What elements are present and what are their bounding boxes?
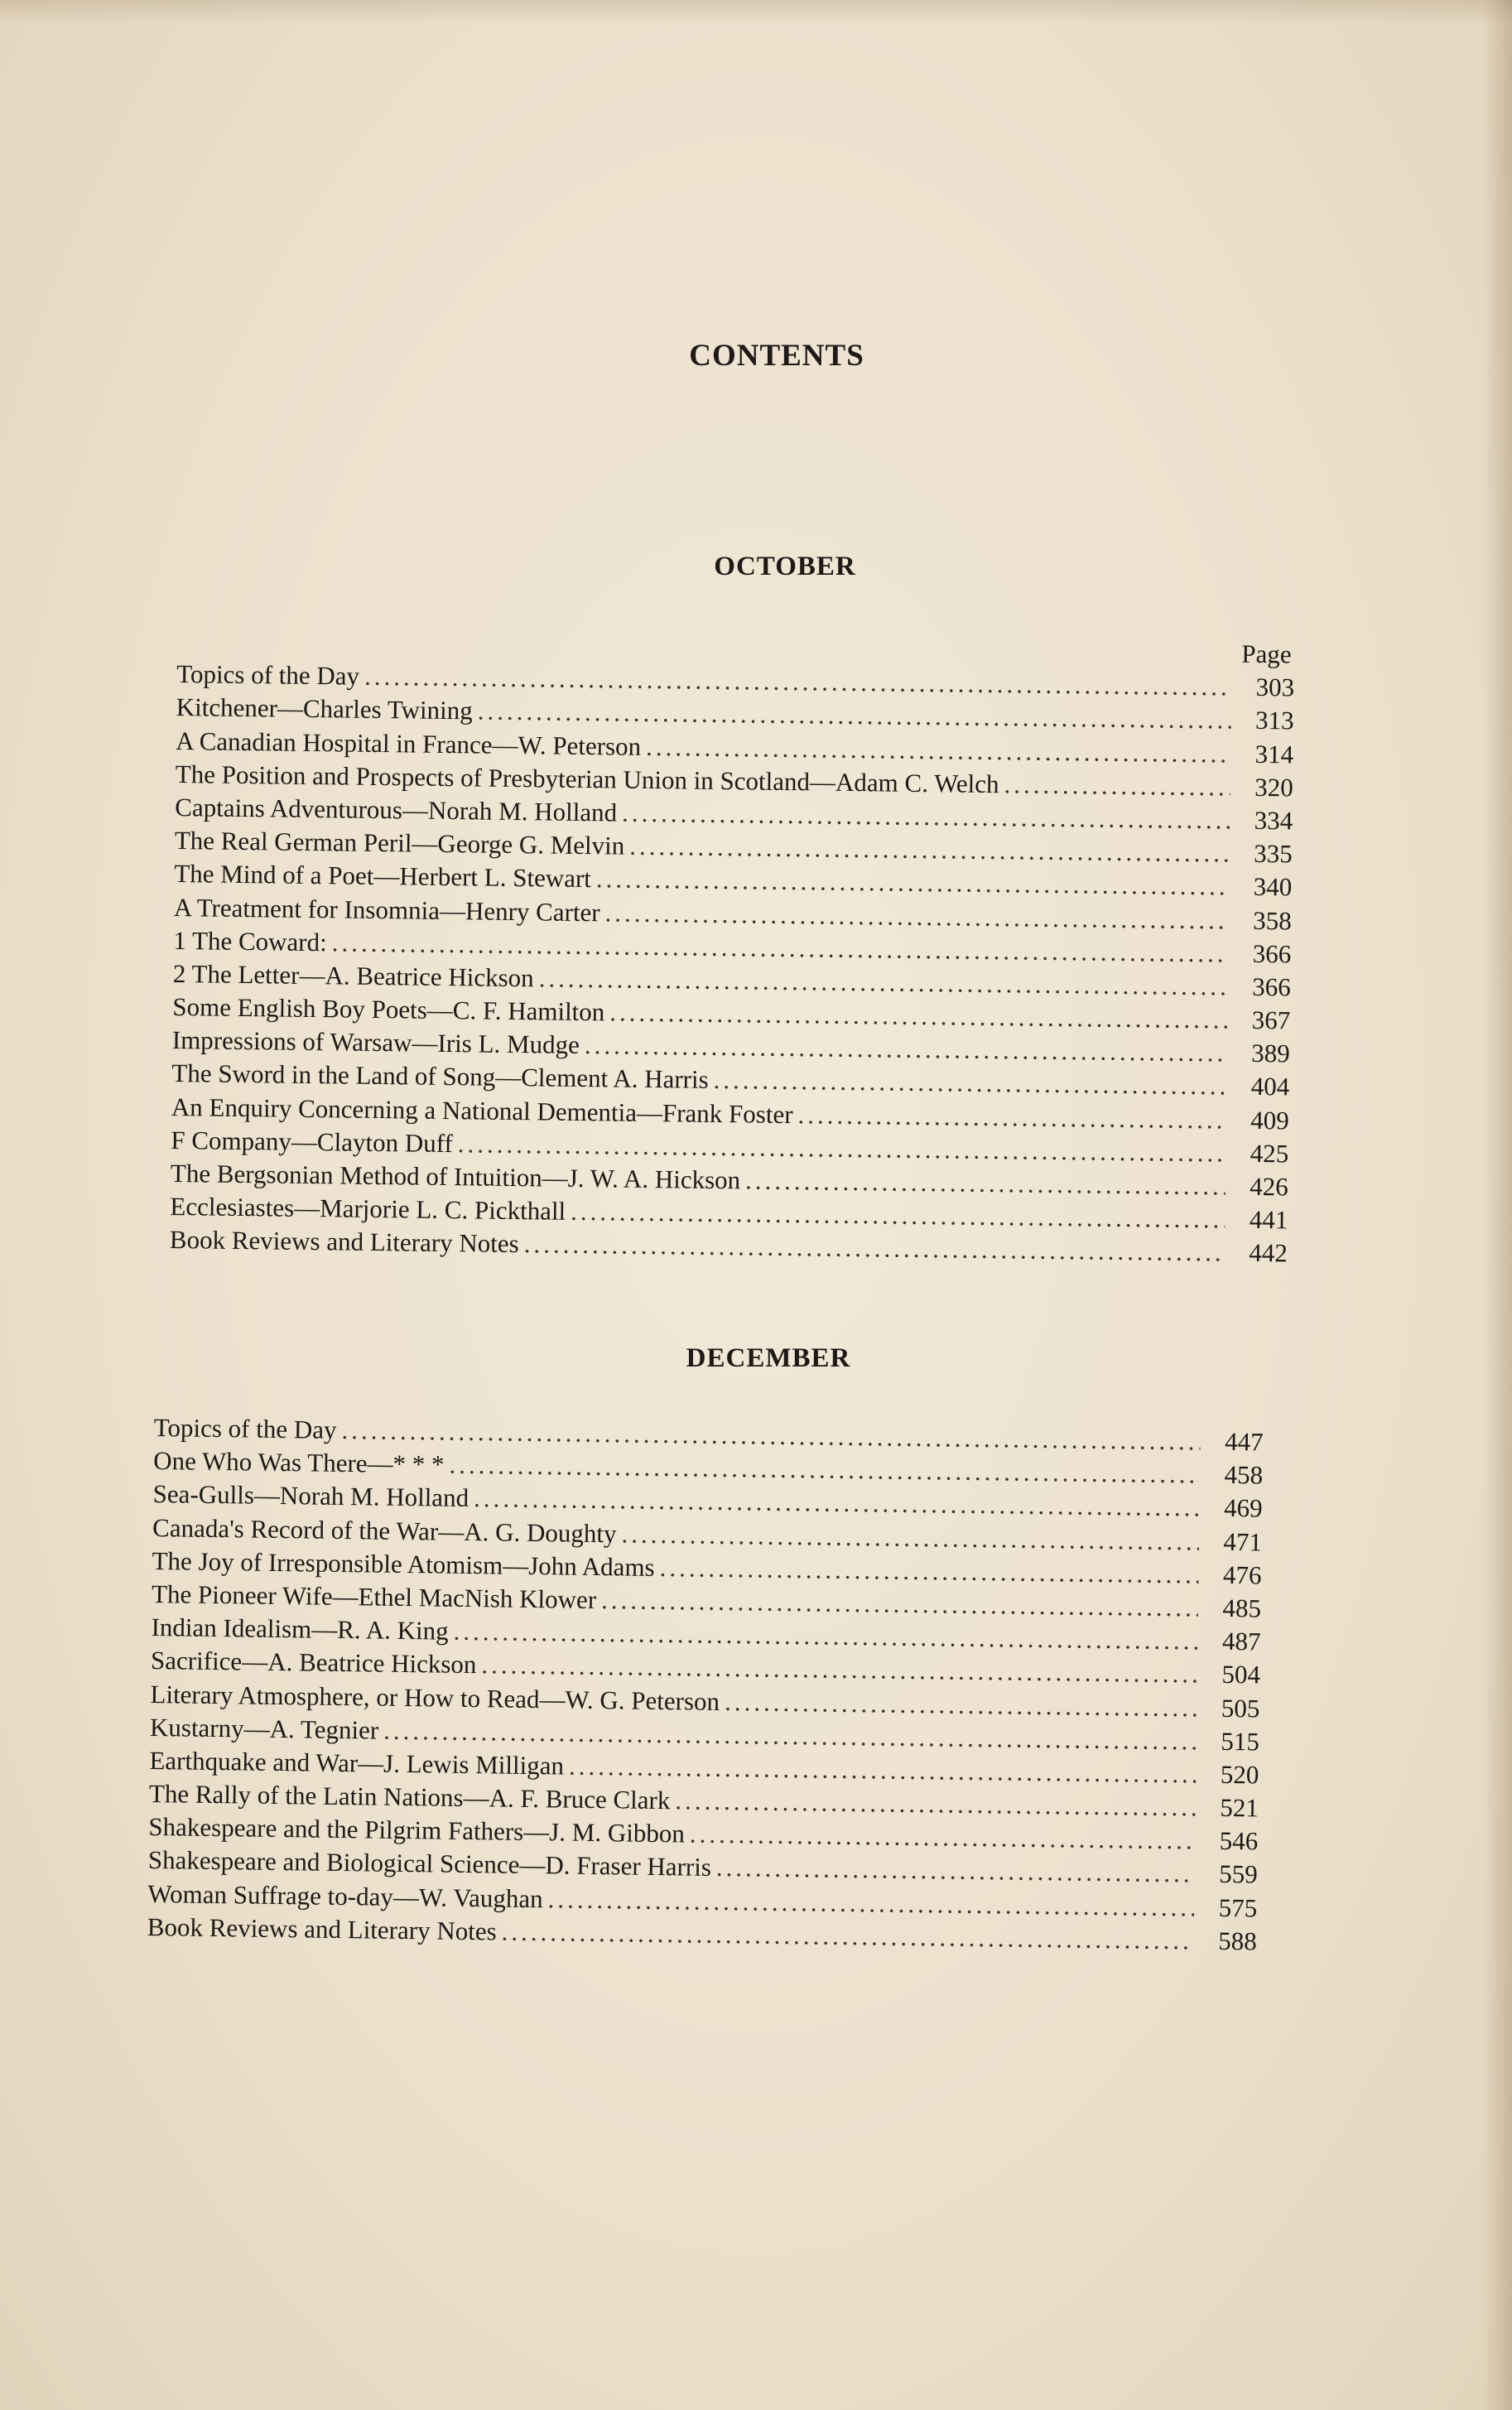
toc-entry-page: 314: [1254, 739, 1294, 769]
toc-entry-page: 426: [1250, 1171, 1289, 1202]
toc-entry-page: 588: [1218, 1926, 1257, 1956]
toc-entry-page: 559: [1219, 1859, 1259, 1889]
december-toc: [147, 1411, 1264, 1958]
toc-entry-title: Impressions of Warsaw—Iris L. Mudge: [171, 1025, 580, 1060]
toc-entry-page: 313: [1254, 706, 1294, 735]
toc-entry-page: 504: [1221, 1660, 1261, 1689]
toc-entry-title: Kitchener—Charles Twining: [176, 692, 473, 725]
toc-entry-page: 389: [1251, 1039, 1290, 1068]
contents-heading: CONTENTS: [689, 339, 864, 373]
toc-entry-page: 521: [1220, 1792, 1259, 1823]
toc-entry-page: 442: [1249, 1238, 1288, 1268]
toc-entry-title: Indian Idealism—R. A. King: [151, 1612, 449, 1646]
toc-entry-page: 447: [1224, 1426, 1264, 1457]
toc-entry-title: A Treatment for Insomnia—Henry Carter: [173, 892, 600, 927]
toc-entry-title: Some English Boy Poets—C. F. Hamilton: [172, 992, 605, 1027]
toc-entry-title: Topics of the Day: [153, 1412, 337, 1444]
toc-entry-title: Topics of the Day: [176, 659, 360, 691]
toc-entry-title: The Pioneer Wife—Ethel MacNish Klower: [151, 1579, 597, 1614]
december-heading: DECEMBER: [686, 1343, 851, 1373]
toc-entry-title: Ecclesiastes—Marjorie L. C. Pickthall: [170, 1192, 566, 1226]
toc-entry-page: 409: [1250, 1105, 1290, 1135]
toc-entry-page: 546: [1219, 1826, 1259, 1856]
toc-entry-page: 485: [1222, 1593, 1262, 1623]
toc-entry-title: Book Reviews and Literary Notes: [147, 1911, 497, 1946]
toc-entry-page: 366: [1252, 938, 1292, 969]
october-toc: [170, 624, 1295, 1270]
dot-leader: [797, 1098, 1226, 1137]
toc-entry-title: 1 The Coward:: [173, 925, 327, 957]
toc-entry-title: Sea-Gulls—Norah M. Holland: [152, 1479, 469, 1513]
toc-entry-title: Book Reviews and Literary Notes: [169, 1225, 519, 1259]
dot-leader: [1004, 768, 1230, 804]
toc-entry-title: Earthquake and War—J. Lewis Milligan: [149, 1745, 565, 1781]
toc-entry-page: 476: [1222, 1559, 1262, 1590]
toc-entry-page: 358: [1253, 905, 1292, 935]
toc-entry-title: 2 The Letter—A. Beatrice Hickson: [172, 958, 534, 993]
toc-entry-page: 366: [1252, 971, 1291, 1002]
toc-entry-page: 340: [1253, 872, 1293, 902]
toc-entry-page: 515: [1221, 1726, 1260, 1757]
toc-entry-page: 458: [1224, 1460, 1264, 1490]
toc-entry-title: A Canadian Hospital in France—W. Peterson: [176, 725, 642, 761]
toc-entry-page: 425: [1250, 1138, 1289, 1169]
toc-entry-title: One Who Was There—* * *: [152, 1446, 445, 1479]
toc-entry-page: 367: [1251, 1005, 1291, 1035]
dot-leader: [745, 1164, 1225, 1203]
toc-entry-title: The Sword in the Land of Song—Clement A. Harris: [171, 1058, 709, 1095]
toc-entry-page: 320: [1254, 772, 1293, 803]
toc-entry-title: F Company—Clayton Duff: [171, 1125, 454, 1158]
october-entries: [170, 658, 1295, 1270]
toc-entry-page: 441: [1249, 1205, 1288, 1235]
toc-entry-page: 520: [1220, 1759, 1259, 1790]
toc-entry-page: 575: [1218, 1892, 1258, 1923]
toc-entry-title: The Real German Peril—George G. Melvin: [174, 826, 625, 860]
toc-entry-title: Sacrifice—A. Beatrice Hickson: [150, 1646, 477, 1680]
toc-entry-title: Literary Atmosphere, or How to Read—W. G. Peterson: [150, 1679, 720, 1716]
toc-entry-page: 303: [1255, 672, 1295, 702]
toc-entry-title: Captains Adventurous—Norah M. Holland: [175, 792, 618, 827]
toc-entry-page: 471: [1223, 1526, 1263, 1557]
toc-entry-title: The Rally of the Latin Nations—A. F. Bruce Clark: [148, 1779, 671, 1815]
page-column-label: Page: [1241, 639, 1292, 669]
toc-entry-page: 487: [1221, 1627, 1261, 1656]
toc-entry-page: 334: [1254, 805, 1293, 836]
page-edge-shadow-top: [0, 0, 1512, 25]
toc-entry-page: 469: [1223, 1493, 1263, 1523]
toc-entry-title: Woman Suffrage to-day—W. Vaughan: [147, 1878, 543, 1913]
toc-entry-title: Kustarny—A. Tegnier: [149, 1712, 379, 1745]
toc-entry-page: 335: [1254, 839, 1293, 869]
december-entries: [147, 1411, 1264, 1958]
toc-entry-title: Shakespeare and Biological Science—D. Fraser Harris: [147, 1845, 712, 1882]
toc-entry-title: The Bergsonian Method of Intuition—J. W. A. Hickson: [170, 1158, 741, 1195]
toc-entry-title: The Mind of a Poet—Herbert L. Stewart: [174, 859, 592, 894]
toc-entry-title: Canada's Record of the War—A. G. Doughty: [152, 1512, 617, 1548]
toc-entry-title: The Position and Prospects of Presbyterian Union in Scotland—Adam C. Welch: [175, 759, 999, 798]
toc-entry-title: Shakespeare and the Pilgrim Fathers—J. M. Gibbon: [148, 1812, 686, 1848]
october-heading: OCTOBER: [714, 552, 856, 581]
toc-entry-page: 505: [1221, 1693, 1260, 1723]
toc-entry-page: 404: [1250, 1072, 1290, 1101]
toc-entry-title: An Enquiry Concerning a National Dementia—Frank Foster: [171, 1092, 793, 1129]
toc-entry-title: The Joy of Irresponsible Atomism—John Adams: [152, 1545, 655, 1582]
